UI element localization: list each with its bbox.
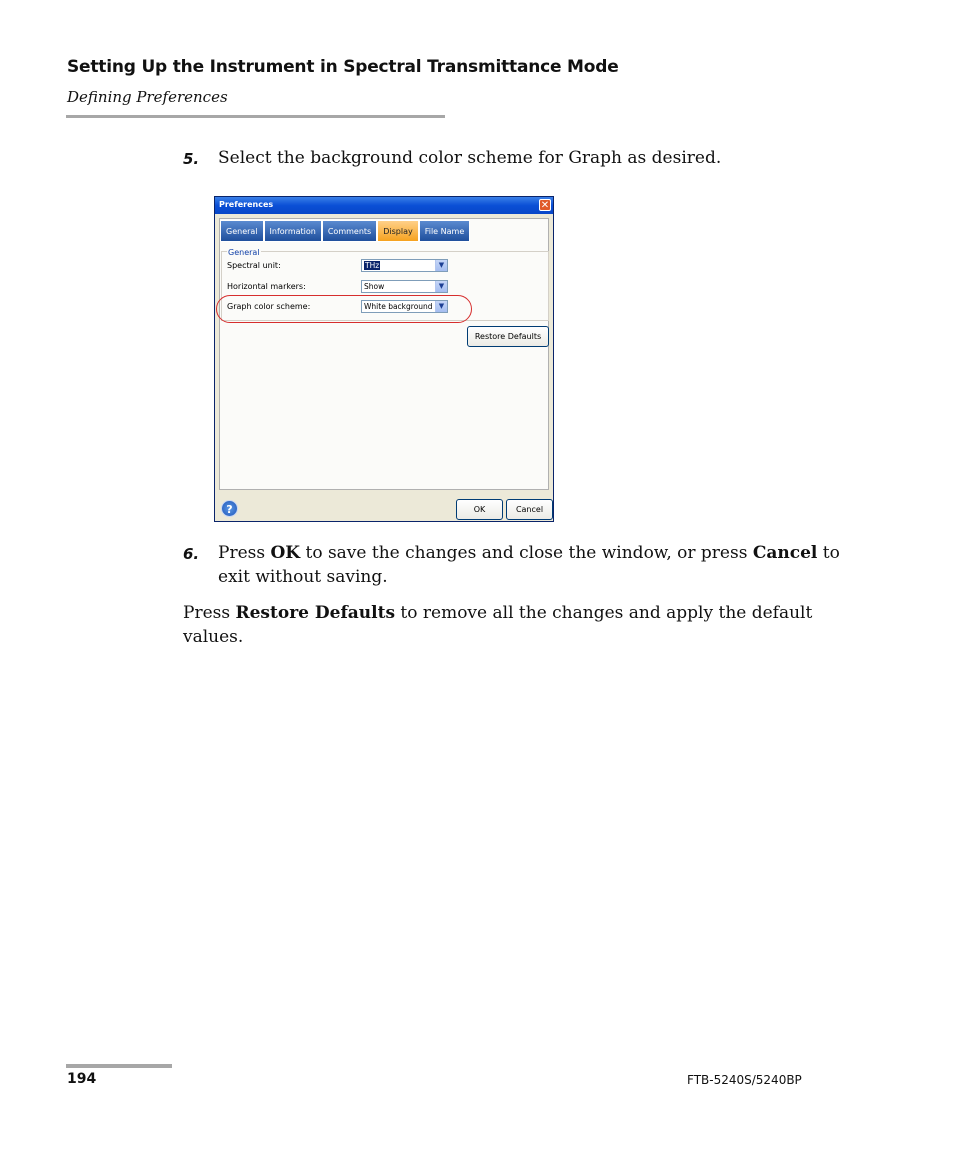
restore-note-pre: Press [183,603,236,623]
tab-general[interactable]: General [220,220,264,242]
cancel-button[interactable]: Cancel [506,499,553,520]
restore-note [183,601,823,649]
ok-button[interactable]: OK [456,499,503,520]
step-6-mid: to save the changes and close the window, or press [300,543,753,563]
tab-comments[interactable]: Comments [322,220,377,242]
header-divider [66,115,445,118]
section-title: Setting Up the Instrument in Spectral Transmittance Mode [67,57,619,77]
restore-note-post: to remove all the changes and apply the default [395,603,813,623]
step-6-post: to [817,543,840,563]
tab-strip [220,220,470,244]
spectral-unit-label: Spectral unit: [227,261,281,270]
step-6-number: 6. [183,545,200,563]
horizontal-markers-label: Horizontal markers: [227,282,306,291]
step-5-number: 5. [183,150,200,168]
graph-color-scheme-label: Graph color scheme: [227,302,311,311]
tab-file-name[interactable]: File Name [419,220,471,242]
dialog-titlebar [215,197,553,214]
help-icon[interactable]: ? [221,500,238,517]
chevron-down-icon: ▼ [435,301,447,312]
graph-color-scheme-select[interactable] [361,300,448,313]
chevron-down-icon: ▼ [435,281,447,292]
tab-information[interactable]: Information [264,220,322,242]
dialog-title: Preferences [219,200,274,209]
horizontal-markers-value: Show [364,282,385,291]
cancel-keyword: Cancel [752,543,818,563]
spectral-unit-select[interactable] [361,259,448,272]
step-5-text: Select the background color scheme for Graph as desired. [218,148,722,168]
restore-defaults-keyword: Restore Defaults [235,603,396,623]
ok-keyword: OK [270,543,301,563]
graph-color-scheme-value: White background [364,302,433,311]
restore-defaults-button[interactable]: Restore Defaults [467,326,549,347]
tab-display[interactable]: Display [377,220,419,242]
step-6-pre: Press [218,543,271,563]
group-label: General [228,248,260,257]
horizontal-markers-select[interactable] [361,280,448,293]
spectral-unit-value: THz [365,261,380,270]
restore-note-line2: values. [183,627,244,647]
page-number: 194 [67,1071,97,1087]
chevron-down-icon: ▼ [435,260,447,271]
footer-divider [66,1064,172,1068]
step-6-text [218,541,840,589]
step-6-line2: exit without saving. [218,567,388,587]
model-name: FTB-5240S/5240BP [687,1073,802,1087]
preferences-dialog [214,196,554,522]
close-icon[interactable]: ✕ [540,200,550,211]
section-subtitle: Defining Preferences [67,88,228,106]
